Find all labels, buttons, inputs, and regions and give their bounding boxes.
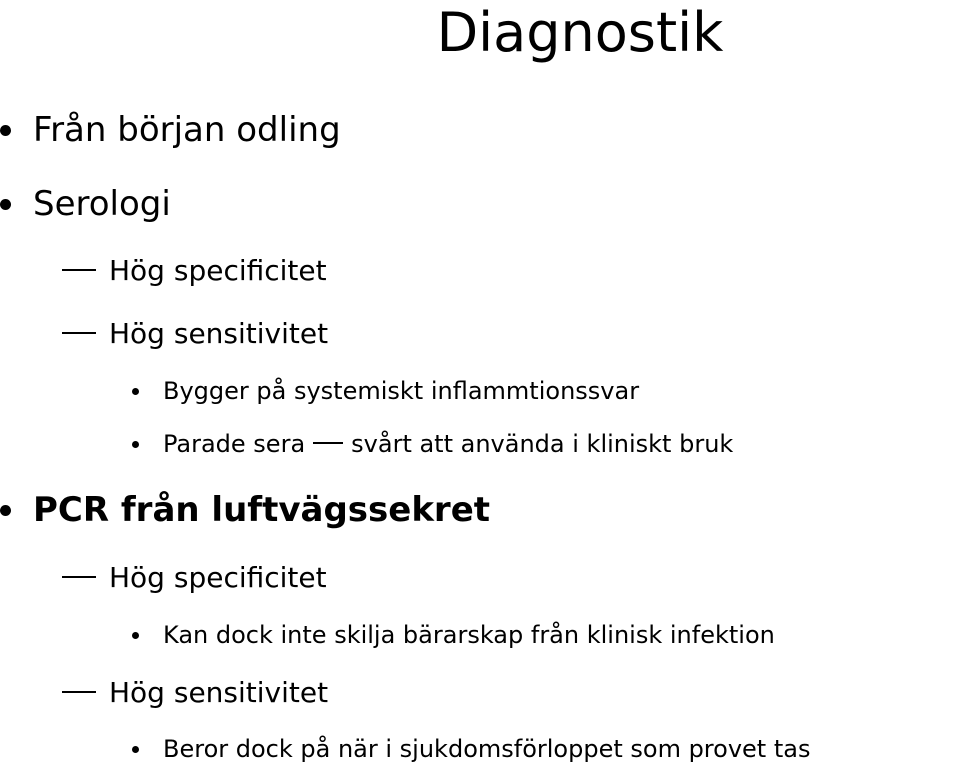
sub-item <box>62 250 327 290</box>
bullet-dot-icon <box>0 505 11 516</box>
slide-title: Diagnostik <box>436 1 724 64</box>
bullet-text: Från början odling <box>33 110 341 150</box>
bullet-dot-icon <box>132 746 139 753</box>
detail-item <box>132 426 733 462</box>
dash-icon <box>62 269 96 271</box>
detail-item-text <box>163 430 733 458</box>
detail-item-text: Bygger på systemiskt inflammtionssvar <box>163 377 640 405</box>
dash-icon <box>313 442 343 444</box>
detail-item-text: Kan dock inte skilja bärarskap från klinisk infektion <box>163 621 775 649</box>
bullet-dot-icon <box>132 388 139 395</box>
sub-item-text: Hög sensitivitet <box>109 675 329 709</box>
bullet-text: Serologi <box>33 184 171 224</box>
sub-item <box>62 672 328 712</box>
detail-item-text: Beror dock på när i sjukdomsförloppet som provet tas <box>163 735 811 763</box>
detail-item-text-after: svårt att använda i kliniskt bruk <box>351 430 734 458</box>
detail-item <box>132 373 639 409</box>
sub-item-text: Hög specificitet <box>109 560 327 594</box>
sub-item-text: Hög specificitet <box>109 253 327 287</box>
detail-item <box>132 731 810 767</box>
sub-item-text: Hög sensitivitet <box>109 316 329 350</box>
detail-item-text-before: Parade sera <box>163 430 306 458</box>
bullet-item <box>0 107 341 153</box>
bullet-dot-icon <box>0 199 11 210</box>
bullet-dot-icon <box>132 632 139 639</box>
detail-item <box>132 617 775 653</box>
sub-item <box>62 557 327 597</box>
dash-icon <box>62 691 96 693</box>
sub-item <box>62 313 328 353</box>
bullet-dot-icon <box>132 441 139 448</box>
bullet-item <box>0 181 171 227</box>
dash-icon <box>62 332 96 334</box>
dash-icon <box>62 576 96 578</box>
bullet-dot-icon <box>0 125 11 136</box>
bullet-text: PCR från luftvägssekret <box>33 490 491 530</box>
bullet-item <box>0 487 490 533</box>
